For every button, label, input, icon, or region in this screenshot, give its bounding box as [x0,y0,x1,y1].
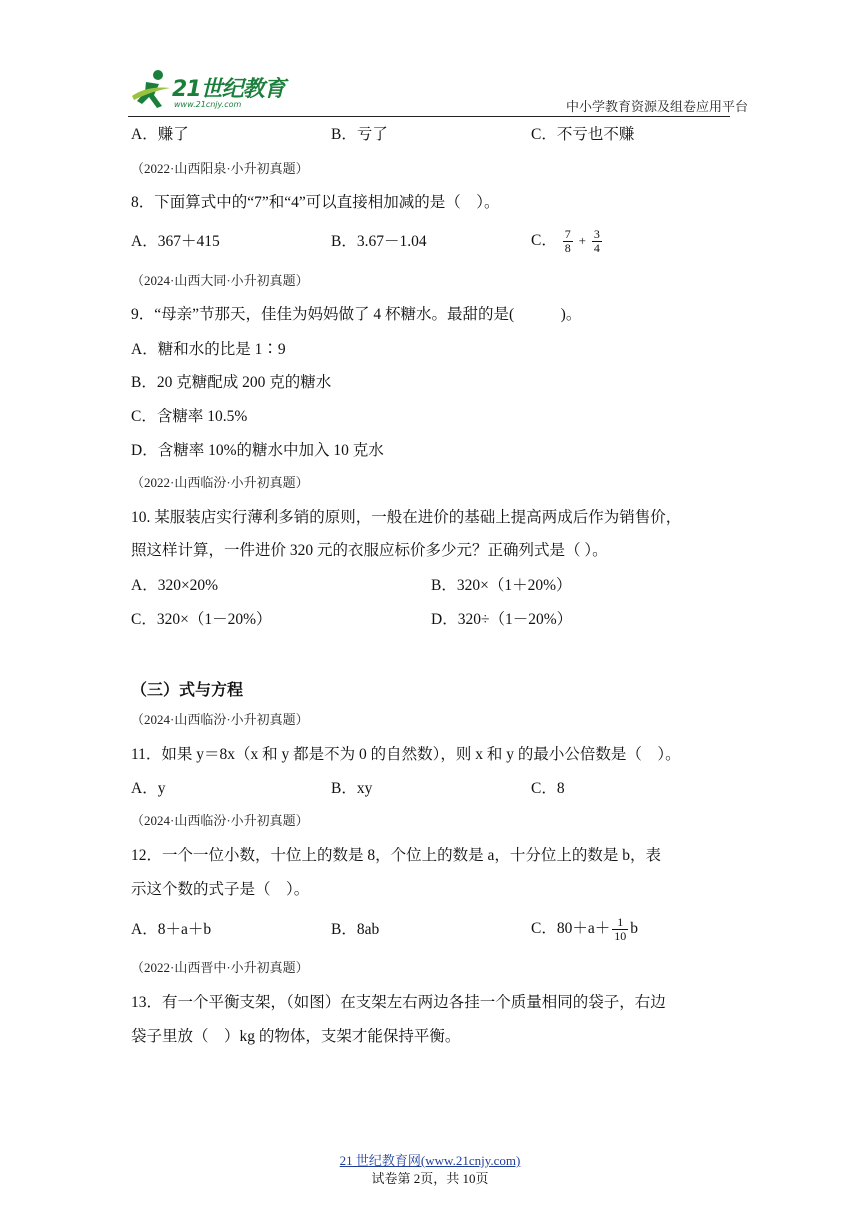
q10-option-d: D．320÷（1－20%） [431,611,573,628]
q9-option-a: A．糖和水的比是 1∶9 [131,341,286,358]
q8-fraction-2 [592,228,602,255]
page-number: 试卷第 2页，共 10页 [371,1171,489,1186]
q13-source: （2022·山西晋中·小升初真题） [131,960,309,975]
q10-option-b: B．320×（1＋20%） [431,577,572,594]
q10-option-c: C．320×（1－20%） [131,611,272,628]
q8-option-b: B．3.67－1.04 [331,233,427,250]
q8-source: （2022·山西阳泉·小升初真题） [131,161,309,176]
q12-option-c-suffix: b [630,920,638,937]
q7-option-b: B．亏了 [331,126,388,143]
q11-option-a: A．y [131,780,166,797]
q11-option-c: C．8 [531,780,565,797]
q12-option-a: A．8＋a＋b [131,921,212,938]
section-title: （三）式与方程 [131,680,244,699]
q12-fraction [612,916,628,943]
q8-fraction-2-num: 3 [593,226,600,241]
q12-option-b: B．8ab [331,921,380,938]
q10-stem-line2: 照这样计算，一件进价 320 元的衣服应标价多少元？正确列式是（ ）。 [131,542,608,559]
q12-option-c-label: C．80＋a＋ [531,920,611,937]
footer-link[interactable]: 21 世纪教育网(www.21cnjy.com) [339,1153,521,1168]
q8-fraction-1 [563,228,573,255]
q12-stem-line1: 12．一个一位小数，十位上的数是 8，个位上的数是 a，十分位上的数是 b，表 [131,847,662,864]
q7-option-a: A．赚了 [131,126,189,143]
q13-stem-line1: 13．有一个平衡支架，（如图）在支架左右两边各挂一个质量相同的袋子，右边 [131,994,666,1011]
q8-fraction-2-den: 4 [593,240,600,255]
q8-fraction-1-den: 8 [564,240,571,255]
q8-option-c [531,224,604,258]
q12-fraction-den: 10 [614,928,627,943]
q7-option-c: C．不亏也不赚 [531,126,635,143]
platform-name: 中小学教育资源及组卷应用平台 [566,100,749,115]
q10-stem-line1: 10. 某服装店实行薄利多销的原则，一般在进价的基础上提高两成后作为销售价， [131,509,682,526]
q13-stem-line2: 袋子里放（ ）kg 的物体，支架才能保持平衡。 [131,1028,461,1045]
q8-operator: + [578,233,586,248]
q12-stem-line2: 示这个数的式子是（ ）。 [131,881,310,898]
q9-source: （2024·山西大同·小升初真题） [131,273,309,288]
q10-source: （2022·山西临汾·小升初真题） [131,475,309,490]
runner-logo-icon [128,66,174,112]
q11-source: （2024·山西临汾·小升初真题） [131,712,309,727]
q10-option-a: A．320×20% [131,577,219,594]
q12-source: （2024·山西临汾·小升初真题） [131,813,309,828]
q11-stem: 11．如果 y＝8x（x 和 y 都是不为 0 的自然数），则 x 和 y 的最小公倍数是（ ）。 [131,746,681,763]
header-divider [128,116,730,117]
q12-fraction-num: 1 [617,914,624,929]
logo [128,66,288,114]
q8-option-c-label: C． [531,232,557,249]
q12-option-c [531,912,638,946]
q9-option-b: B．20 克糖配成 200 克的糖水 [131,374,332,391]
q9-option-c: C．含糖率 10.5% [131,408,248,425]
q11-option-b: B．xy [331,780,373,797]
logo-text: 21世纪教育 [172,77,285,102]
logo-url: www.21cnjy.com [174,100,242,109]
q8-option-a: A．367＋415 [131,233,220,250]
q9-option-d: D．含糖率 10%的糖水中加入 10 克水 [131,442,384,459]
q9-stem: 9．“母亲”节那天，佳佳为妈妈做了 4 杯糖水。最甜的是( )。 [131,306,582,323]
q8-stem: 8．下面算式中的“7”和“4”可以直接相加减的是（ ）。 [131,194,500,211]
q8-fraction-1-num: 7 [564,226,571,241]
